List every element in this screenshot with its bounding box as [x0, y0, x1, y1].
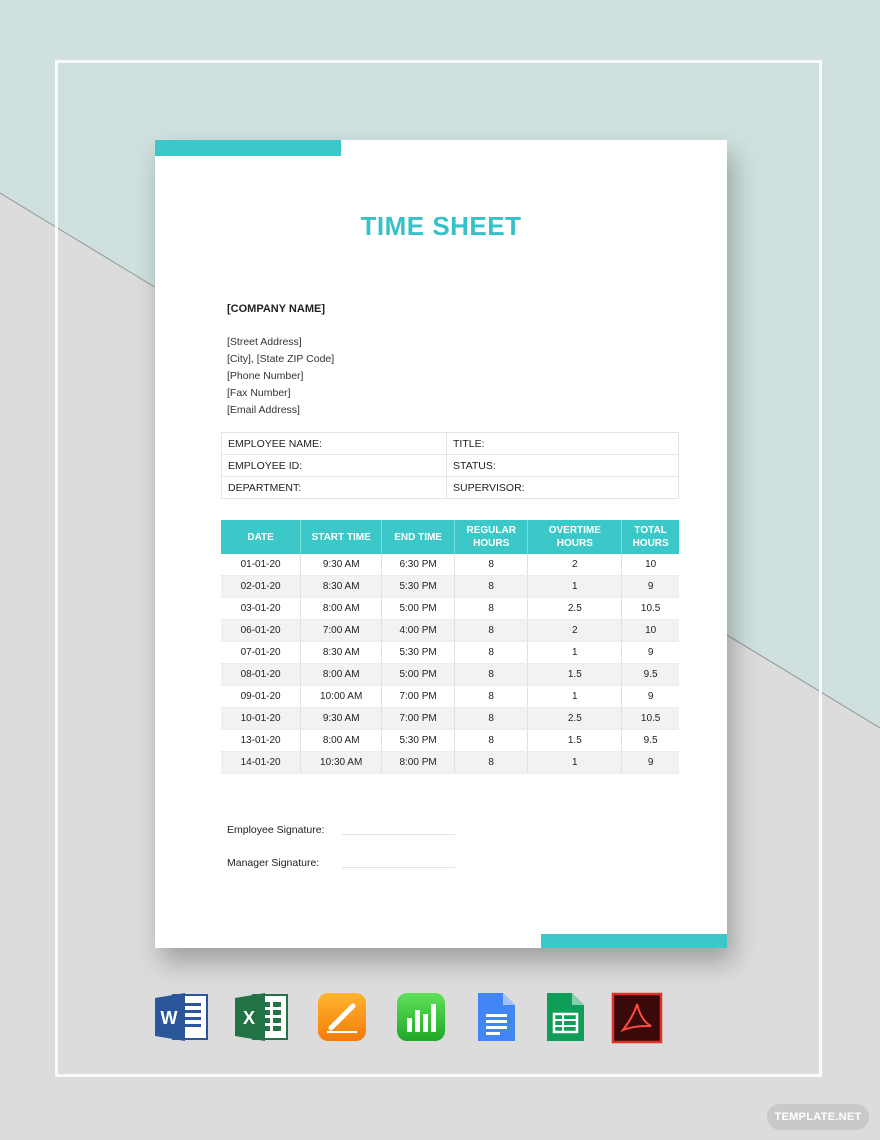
table-cell: 10.5	[622, 708, 679, 730]
table-cell: 1	[528, 576, 622, 598]
table-cell: 8	[455, 598, 528, 620]
info-row	[222, 455, 679, 477]
table-cell: 9.5	[622, 664, 679, 686]
company-name: [COMPANY NAME]	[227, 303, 325, 315]
table-cell: 13-01-20	[221, 730, 301, 752]
table-cell: 10	[622, 554, 679, 576]
address-fax: [Fax Number]	[227, 387, 291, 399]
table-cell: 10:30 AM	[301, 752, 382, 774]
column-header-text: HOURS	[473, 538, 510, 549]
title-field: TITLE:	[447, 433, 679, 455]
column-header	[622, 520, 679, 554]
column-header	[221, 520, 301, 554]
table-cell: 2	[528, 554, 622, 576]
template-net-badge[interactable]: TEMPLATE.NET	[767, 1104, 869, 1130]
column-header-text: TOTAL	[634, 525, 667, 536]
table-cell: 2.5	[528, 708, 622, 730]
table-cell: 10.5	[622, 598, 679, 620]
table-cell: 10:00 AM	[301, 686, 382, 708]
table-cell: 8	[455, 664, 528, 686]
table-row	[221, 554, 679, 576]
column-header-text: HOURS	[632, 538, 669, 549]
table-row	[221, 686, 679, 708]
employee-info-table	[221, 432, 679, 499]
table-cell: 8	[455, 708, 528, 730]
column-header	[382, 520, 455, 554]
google-sheets-icon[interactable]	[544, 992, 586, 1042]
table-cell: 8	[455, 642, 528, 664]
column-header-text: REGULAR	[466, 525, 516, 536]
table-cell: 5:30 PM	[382, 576, 455, 598]
table-cell: 1	[528, 686, 622, 708]
table-row	[221, 752, 679, 774]
manager-signature-line	[342, 867, 455, 868]
table-cell: 8	[455, 620, 528, 642]
table-cell: 7:00 PM	[382, 708, 455, 730]
table-cell: 1.5	[528, 730, 622, 752]
table-row	[221, 598, 679, 620]
table-row	[221, 576, 679, 598]
table-row	[221, 730, 679, 752]
table-cell: 01-01-20	[221, 554, 301, 576]
table-cell: 10	[622, 620, 679, 642]
table-cell: 8	[455, 730, 528, 752]
format-icons	[155, 992, 675, 1044]
info-row	[222, 433, 679, 455]
table-cell: 5:30 PM	[382, 730, 455, 752]
table-cell: 08-01-20	[221, 664, 301, 686]
svg-text:X: X	[242, 1008, 256, 1028]
employee-name-field: EMPLOYEE NAME:	[222, 433, 447, 455]
table-cell: 06-01-20	[221, 620, 301, 642]
column-header	[455, 520, 528, 554]
table-cell: 5:30 PM	[382, 642, 455, 664]
address-phone: [Phone Number]	[227, 370, 304, 382]
employee-signature-line	[342, 834, 455, 835]
table-cell: 8	[455, 554, 528, 576]
table-cell: 8:00 PM	[382, 752, 455, 774]
google-docs-icon[interactable]	[475, 992, 517, 1042]
table-row	[221, 620, 679, 642]
table-cell: 4:00 PM	[382, 620, 455, 642]
table-cell: 8	[455, 752, 528, 774]
table-cell: 7:00 PM	[382, 686, 455, 708]
table-cell: 6:30 PM	[382, 554, 455, 576]
svg-text:W: W	[160, 1008, 178, 1028]
table-cell: 14-01-20	[221, 752, 301, 774]
table-cell: 8:00 AM	[301, 730, 382, 752]
address-block	[227, 334, 334, 419]
table-cell: 8:30 AM	[301, 576, 382, 598]
employee-signature-label: Employee Signature:	[227, 824, 325, 836]
timesheet-body	[221, 554, 679, 774]
document-page	[155, 140, 727, 948]
table-cell: 8	[455, 686, 528, 708]
table-row	[221, 664, 679, 686]
table-cell: 03-01-20	[221, 598, 301, 620]
table-cell: 1	[528, 642, 622, 664]
column-header-text: OVERTIME	[548, 525, 601, 536]
table-cell: 8:30 AM	[301, 642, 382, 664]
table-cell: 2	[528, 620, 622, 642]
acrobat-icon[interactable]	[611, 992, 663, 1044]
column-header-text: END TIME	[394, 531, 442, 543]
numbers-icon[interactable]	[396, 992, 446, 1042]
table-cell: 5:00 PM	[382, 598, 455, 620]
document-title: TIME SHEET	[360, 211, 522, 241]
table-cell: 9.5	[622, 730, 679, 752]
manager-signature-label: Manager Signature:	[227, 857, 320, 869]
employee-id-field: EMPLOYEE ID:	[222, 455, 447, 477]
table-cell: 1.5	[528, 664, 622, 686]
address-street: [Street Address]	[227, 336, 302, 348]
timesheet-table	[221, 520, 679, 774]
table-row	[221, 708, 679, 730]
column-header	[301, 520, 382, 554]
table-cell: 02-01-20	[221, 576, 301, 598]
table-cell: 8:00 AM	[301, 664, 382, 686]
supervisor-field: SUPERVISOR:	[447, 477, 679, 499]
table-cell: 5:00 PM	[382, 664, 455, 686]
table-cell: 09-01-20	[221, 686, 301, 708]
column-header-text: DATE	[247, 531, 274, 543]
info-row	[222, 477, 679, 499]
table-cell: 2.5	[528, 598, 622, 620]
table-cell: 9	[622, 642, 679, 664]
column-header-text: HOURS	[556, 538, 593, 549]
table-cell: 8	[455, 576, 528, 598]
table-cell: 9	[622, 686, 679, 708]
table-cell: 9:30 AM	[301, 708, 382, 730]
address-email: [Email Address]	[227, 404, 300, 416]
table-cell: 7:00 AM	[301, 620, 382, 642]
column-header-text: START TIME	[311, 531, 371, 543]
table-cell: 8:00 AM	[301, 598, 382, 620]
table-cell: 07-01-20	[221, 642, 301, 664]
table-cell: 9	[622, 576, 679, 598]
table-cell: 9	[622, 752, 679, 774]
status-field: STATUS:	[447, 455, 679, 477]
accent-bar-top	[155, 140, 341, 156]
timesheet-header-row	[221, 520, 679, 554]
pages-icon[interactable]	[317, 992, 367, 1042]
excel-icon[interactable]	[235, 992, 289, 1042]
accent-bar-bottom	[541, 934, 727, 948]
table-row	[221, 642, 679, 664]
word-icon[interactable]	[155, 992, 209, 1042]
table-cell: 1	[528, 752, 622, 774]
table-cell: 9:30 AM	[301, 554, 382, 576]
table-cell: 10-01-20	[221, 708, 301, 730]
department-field: DEPARTMENT:	[222, 477, 447, 499]
address-city: [City], [State ZIP Code]	[227, 353, 335, 365]
column-header	[528, 520, 622, 554]
